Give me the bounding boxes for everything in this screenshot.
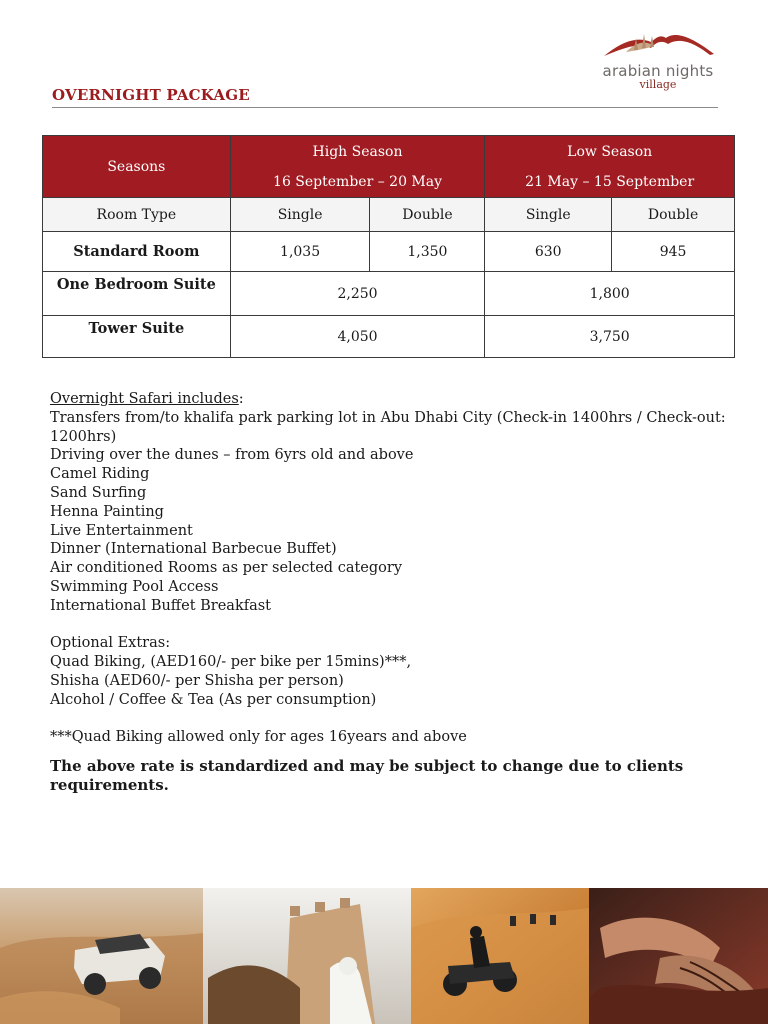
high-season-dates: 16 September – 20 May — [273, 173, 443, 190]
includes-heading: Overnight Safari includes: — [50, 391, 244, 407]
list-item: Sand Surfing — [50, 484, 147, 501]
low-double-header: Double — [612, 198, 735, 232]
list-item: Shisha (AED60/- per Shisha per person) — [50, 672, 344, 689]
list-item: Henna Painting — [50, 503, 164, 520]
price-cell: 1,350 — [370, 232, 485, 272]
low-season-header — [485, 136, 735, 198]
photo-strip — [0, 888, 768, 1024]
room-type-header: Room Type — [43, 198, 231, 232]
price-cell: 1,800 — [485, 272, 735, 316]
price-cell: 1,035 — [230, 232, 370, 272]
company-logo — [596, 28, 721, 94]
henna-painting-photo — [589, 888, 768, 1024]
price-cell: 630 — [485, 232, 612, 272]
rates-table — [42, 135, 735, 358]
room-type-row — [43, 198, 735, 232]
list-item: International Buffet Breakfast — [50, 597, 272, 614]
dune-bashing-photo — [0, 888, 203, 1024]
high-double-header: Double — [370, 198, 485, 232]
row-label: Tower Suite — [43, 316, 231, 358]
list-item: Camel Riding — [50, 466, 150, 483]
table-header-row — [43, 136, 735, 198]
price-cell: 4,050 — [230, 316, 485, 358]
list-item: Dinner (International Barbecue Buffet) — [50, 541, 337, 558]
price-cell: 2,250 — [230, 272, 485, 316]
package-details — [50, 390, 730, 795]
low-season-dates: 21 May – 15 September — [525, 173, 695, 190]
list-item: Alcohol / Coffee & Tea (As per consumption) — [50, 691, 377, 708]
high-single-header: Single — [230, 198, 370, 232]
price-cell: 3,750 — [485, 316, 735, 358]
high-season-header — [230, 136, 485, 198]
seasons-header: Seasons — [43, 136, 231, 198]
extras-heading: Optional Extras: — [50, 635, 171, 652]
price-cell: 945 — [612, 232, 735, 272]
list-item: Swimming Pool Access — [50, 578, 219, 595]
table-row — [43, 272, 735, 316]
dunes-logo-icon — [596, 28, 721, 64]
logo-subtitle: village — [639, 78, 677, 91]
list-item: Quad Biking, (AED160/- per bike per 15mins)***, — [50, 654, 412, 671]
quad-biking-photo — [411, 888, 589, 1024]
row-label: One Bedroom Suite — [43, 272, 231, 316]
list-item: Live Entertainment — [50, 522, 193, 539]
title-divider — [52, 107, 718, 108]
row-label: Standard Room — [43, 232, 231, 272]
quad-note: ***Quad Biking allowed only for ages 16years and above — [50, 729, 467, 746]
list-item: Driving over the dunes – from 6yrs old and above — [50, 447, 414, 464]
page-title: OVERNIGHT PACKAGE — [52, 86, 250, 104]
table-row — [43, 316, 735, 358]
list-item: Air conditioned Rooms as per selected category — [50, 560, 403, 577]
low-season-name: Low Season — [567, 143, 653, 160]
list-item: Transfers from/to khalifa park parking lot in Abu Dhabi City (Check-in 1400hrs / Check-out: 1200hrs) — [50, 409, 726, 445]
rate-disclaimer: The above rate is standardized and may be subject to change due to clients requirements. — [50, 757, 684, 795]
logo-brand: arabian nights — [602, 62, 714, 80]
high-season-name: High Season — [312, 143, 403, 160]
low-single-header: Single — [485, 198, 612, 232]
table-row — [43, 232, 735, 272]
fort-camel-photo — [203, 888, 411, 1024]
